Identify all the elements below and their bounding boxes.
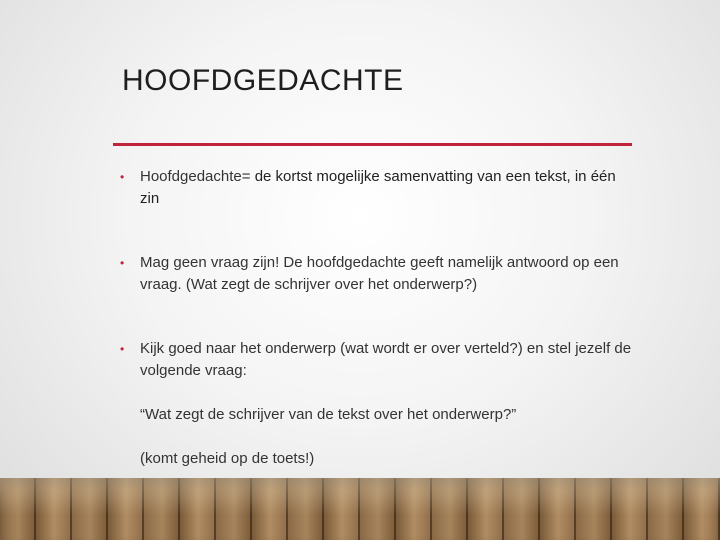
bullet-dot-icon: • [120,342,125,356]
guiding-question: “Wat zegt de schrijver van de tekst over het onderwerp?” [140,406,517,423]
bullet-no-question [116,252,636,296]
bullet-no-question-text: Mag geen vraag zijn! De hoofdgedachte geeft namelijk antwoord op een vraag. (Wat zegt de schrijver over het onderwerp?) [140,254,619,293]
slide-content [116,166,636,470]
bullet-dot-icon: • [120,256,125,270]
bullet-look-at-subject [116,338,636,382]
bullet-look-at-subject-text: Kijk goed naar het onderwerp (wat wordt er over verteld?) en stel jezelf de volgende vraag: [140,340,632,379]
bullet-definition [116,166,636,210]
title-underline [113,143,632,146]
bullet-dot-icon: • [120,170,125,184]
bullet-definition-lead: Hoofdgedachte= [140,168,255,185]
test-note: (komt geheid op de toets!) [140,450,315,467]
bullet-definition-emphasis: de kortst mogelijke samenvatting van een tekst, in één zin [140,168,616,207]
floor-highlight [0,478,720,540]
slide-title: HOOFDGEDACHTE [122,64,404,97]
